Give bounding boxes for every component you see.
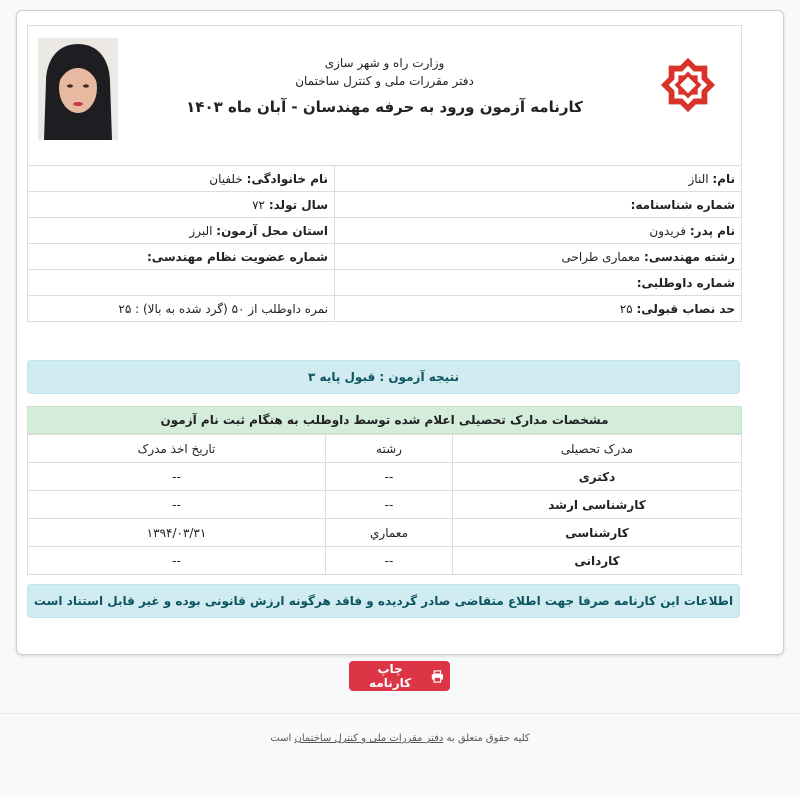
birth-year-label: سال تولد: xyxy=(268,197,328,212)
education-heading: مشخصات مدارک تحصیلی اعلام شده توسط داوطلب به هنگام ثبت نام آزمون xyxy=(27,406,742,434)
membership-cell xyxy=(28,244,335,270)
date-cell: -- xyxy=(28,463,326,491)
exam-result-alert: نتیجه آزمون : قبول پایه ۳ xyxy=(27,360,740,394)
table-header-row xyxy=(28,435,742,463)
engineering-field-value: معماری طراحی xyxy=(561,249,641,264)
candidate-number-cell xyxy=(335,270,742,296)
office-name: دفتر مقررات ملی و کنترل ساختمان xyxy=(295,74,474,88)
field-cell: -- xyxy=(326,463,453,491)
table-row xyxy=(28,547,742,575)
degree-cell: کاردانی xyxy=(453,547,742,575)
date-cell: ۱۳۹۴/۰۳/۳۱ xyxy=(28,519,326,547)
pass-mark-value: ۲۵ xyxy=(619,301,633,316)
table-row xyxy=(28,166,742,192)
degree-cell: دکتری xyxy=(453,463,742,491)
id-number-cell xyxy=(335,192,742,218)
printer-icon xyxy=(431,670,444,683)
table-row xyxy=(28,519,742,547)
footer xyxy=(0,733,800,744)
pass-mark-label: حد نصاب قبولی: xyxy=(636,301,735,316)
column-header-degree: مدرک تحصیلی xyxy=(453,435,742,463)
page-title: کارنامه آزمون ورود به حرفه مهندسان - آبان ماه ۱۴۰۳ xyxy=(186,98,583,116)
table-row xyxy=(28,192,742,218)
table-row xyxy=(28,491,742,519)
score-value: ۲۵ xyxy=(118,301,132,316)
father-name-label: نام پدر: xyxy=(689,223,735,238)
report-header xyxy=(27,25,742,166)
footer-divider xyxy=(0,713,800,714)
table-row xyxy=(28,270,742,296)
legal-notice-alert: اطلاعات این کارنامه صرفا جهت اطلاع متقاضی صادر گردیده و فاقد هرگونه ارزش قانونی بوده و غیر قابل استناد است xyxy=(27,584,740,618)
table-row xyxy=(28,296,742,322)
date-cell: -- xyxy=(28,491,326,519)
footer-prefix: کلیه حقوق متعلق به xyxy=(446,733,530,744)
birth-year-cell xyxy=(28,192,335,218)
field-cell: -- xyxy=(326,547,453,575)
candidate-info-table xyxy=(27,165,742,322)
column-header-date: تاریخ اخذ مدرک xyxy=(28,435,326,463)
score-cell xyxy=(28,296,335,322)
degree-cell: کارشناسی ارشد xyxy=(453,491,742,519)
field-cell: معماري xyxy=(326,519,453,547)
table-row xyxy=(28,218,742,244)
first-name-cell xyxy=(335,166,742,192)
score-label: نمره داوطلب از ۵۰ (گرد شده به بالا) : xyxy=(135,301,328,316)
father-name-value: فریدون xyxy=(649,223,687,238)
table-row xyxy=(28,463,742,491)
date-cell: -- xyxy=(28,547,326,575)
exam-province-label: استان محل آزمون: xyxy=(216,223,328,238)
candidate-number-label: شماره داوطلبی: xyxy=(636,275,735,290)
birth-year-value: ۷۲ xyxy=(252,197,265,212)
exam-province-value: البرز xyxy=(189,223,213,238)
ministry-logo-icon xyxy=(659,56,717,114)
footer-office-link[interactable]: دفتر مقررات ملی و کنترل ساختمان xyxy=(294,733,444,744)
table-row xyxy=(28,244,742,270)
column-header-field: رشته xyxy=(326,435,453,463)
header-titles xyxy=(148,54,621,122)
ministry-name: وزارت راه و شهر سازی xyxy=(324,56,445,70)
last-name-cell xyxy=(28,166,335,192)
field-cell: -- xyxy=(326,491,453,519)
empty-cell xyxy=(28,270,335,296)
candidate-photo xyxy=(38,38,118,140)
engineering-field-label: رشته مهندسی: xyxy=(644,249,735,264)
degree-cell: کارشناسی xyxy=(453,519,742,547)
engineering-field-cell xyxy=(335,244,742,270)
first-name-label: نام: xyxy=(712,171,735,186)
last-name-label: نام خانوادگی: xyxy=(246,171,328,186)
education-table xyxy=(27,434,742,575)
father-name-cell xyxy=(335,218,742,244)
first-name-value: الناز xyxy=(688,171,709,186)
id-number-label: شماره شناسنامه: xyxy=(630,197,735,212)
education-section xyxy=(27,406,742,575)
last-name-value: خلفیان xyxy=(209,171,243,186)
print-button-label: چاپ کارنامه xyxy=(369,662,412,690)
membership-label: شماره عضویت نظام مهندسی: xyxy=(146,249,328,264)
print-report-button[interactable] xyxy=(349,661,450,691)
pass-mark-cell xyxy=(335,296,742,322)
exam-province-cell xyxy=(28,218,335,244)
footer-suffix: است xyxy=(270,733,292,744)
